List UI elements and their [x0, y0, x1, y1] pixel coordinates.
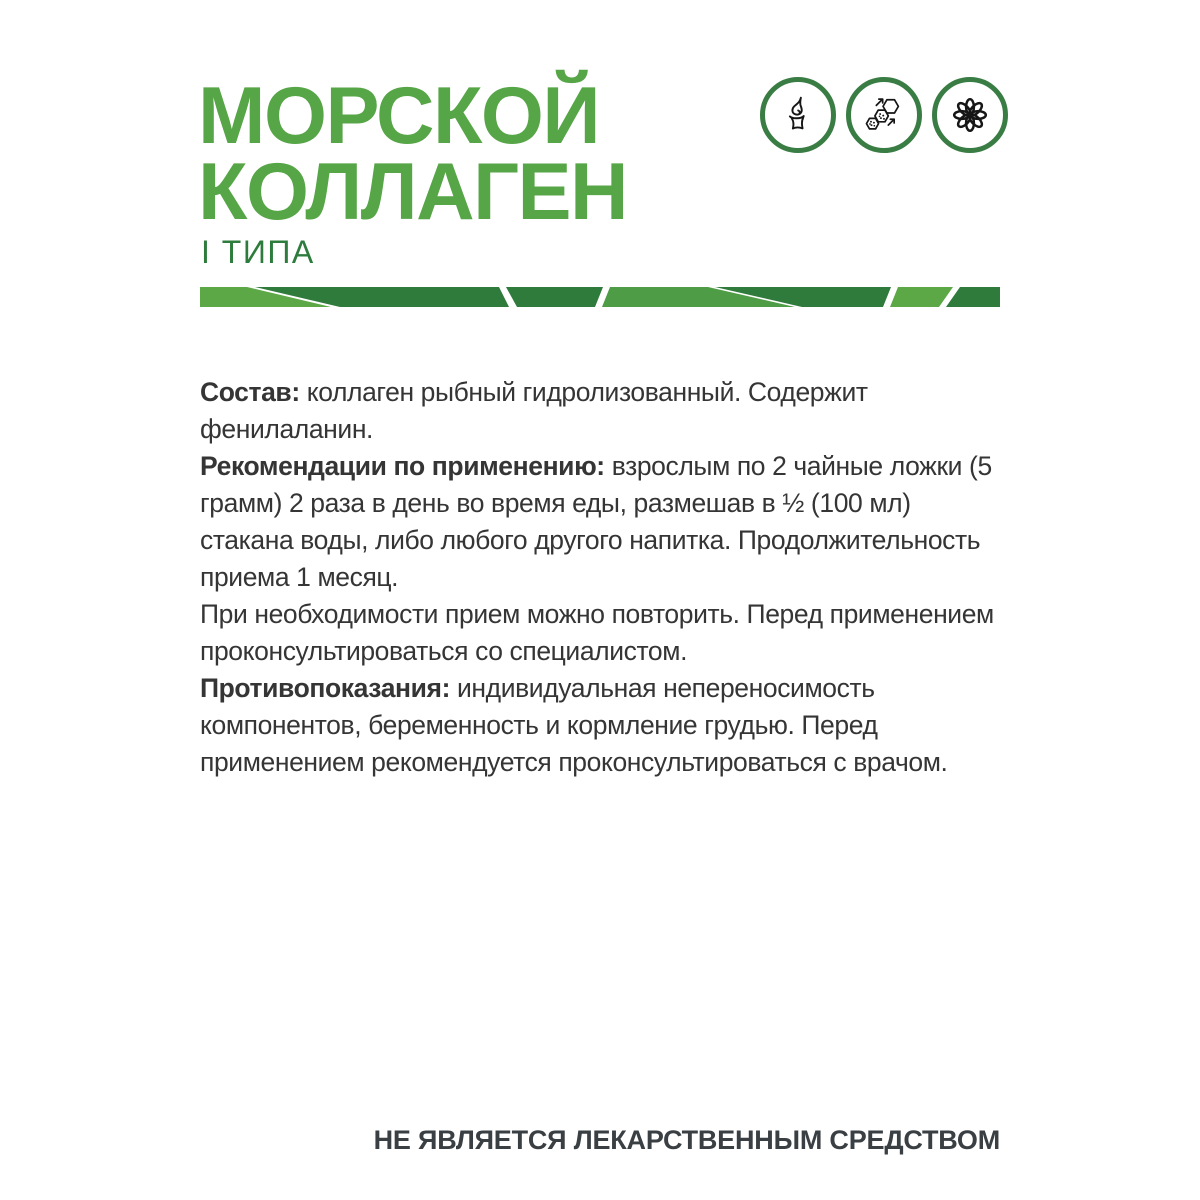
composition-label: Состав: — [200, 377, 300, 407]
composition-paragraph — [200, 374, 1004, 448]
product-subtitle: I ТИПА — [201, 234, 315, 270]
repeat-course-text: При необходимости прием можно повторить. Перед применением проконсультироваться со специалистом. — [200, 599, 994, 666]
knee-joint-icon — [775, 92, 821, 138]
recommendations-text: взрослым по 2 чайные ложки (5 грамм) 2 раза в день во время еды, размешав в ½ (100 мл) стакана воды, либо любого другого напитка. Продолжительность приема 1 месяц. — [200, 451, 992, 592]
recommendations-label: Рекомендации по применению: — [200, 451, 605, 481]
product-title-line2: КОЛЛАГЕН — [198, 147, 628, 237]
composition-text: коллаген рыбный гидролизованный. Содержит фенилаланин. — [200, 377, 868, 444]
contraindications-paragraph — [200, 670, 1004, 781]
collagen-molecules-icon — [861, 92, 907, 138]
flower-badge — [932, 77, 1008, 153]
product-title — [198, 71, 628, 237]
flower-icon — [947, 92, 993, 138]
product-title-line1: МОРСКОЙ — [198, 71, 600, 161]
recommendations-paragraph — [200, 448, 1004, 596]
benefit-icons-row — [760, 77, 1008, 153]
decorative-stripe — [200, 287, 1000, 307]
contraindications-text: индивидуальная непереносимость компонентов, беременность и кормление грудью. Перед применением рекомендуется проконсультироваться с врачом. — [200, 673, 948, 777]
repeat-course-paragraph — [200, 596, 1004, 670]
contraindications-label: Противопоказания: — [200, 673, 451, 703]
info-text-block — [200, 374, 1004, 781]
not-a-medicine-disclaimer: НЕ ЯВЛЯЕТСЯ ЛЕКАРСТВЕННЫМ СРЕДСТВОМ — [373, 1125, 1000, 1155]
knee-joint-badge — [760, 77, 836, 153]
collagen-molecules-badge — [846, 77, 922, 153]
